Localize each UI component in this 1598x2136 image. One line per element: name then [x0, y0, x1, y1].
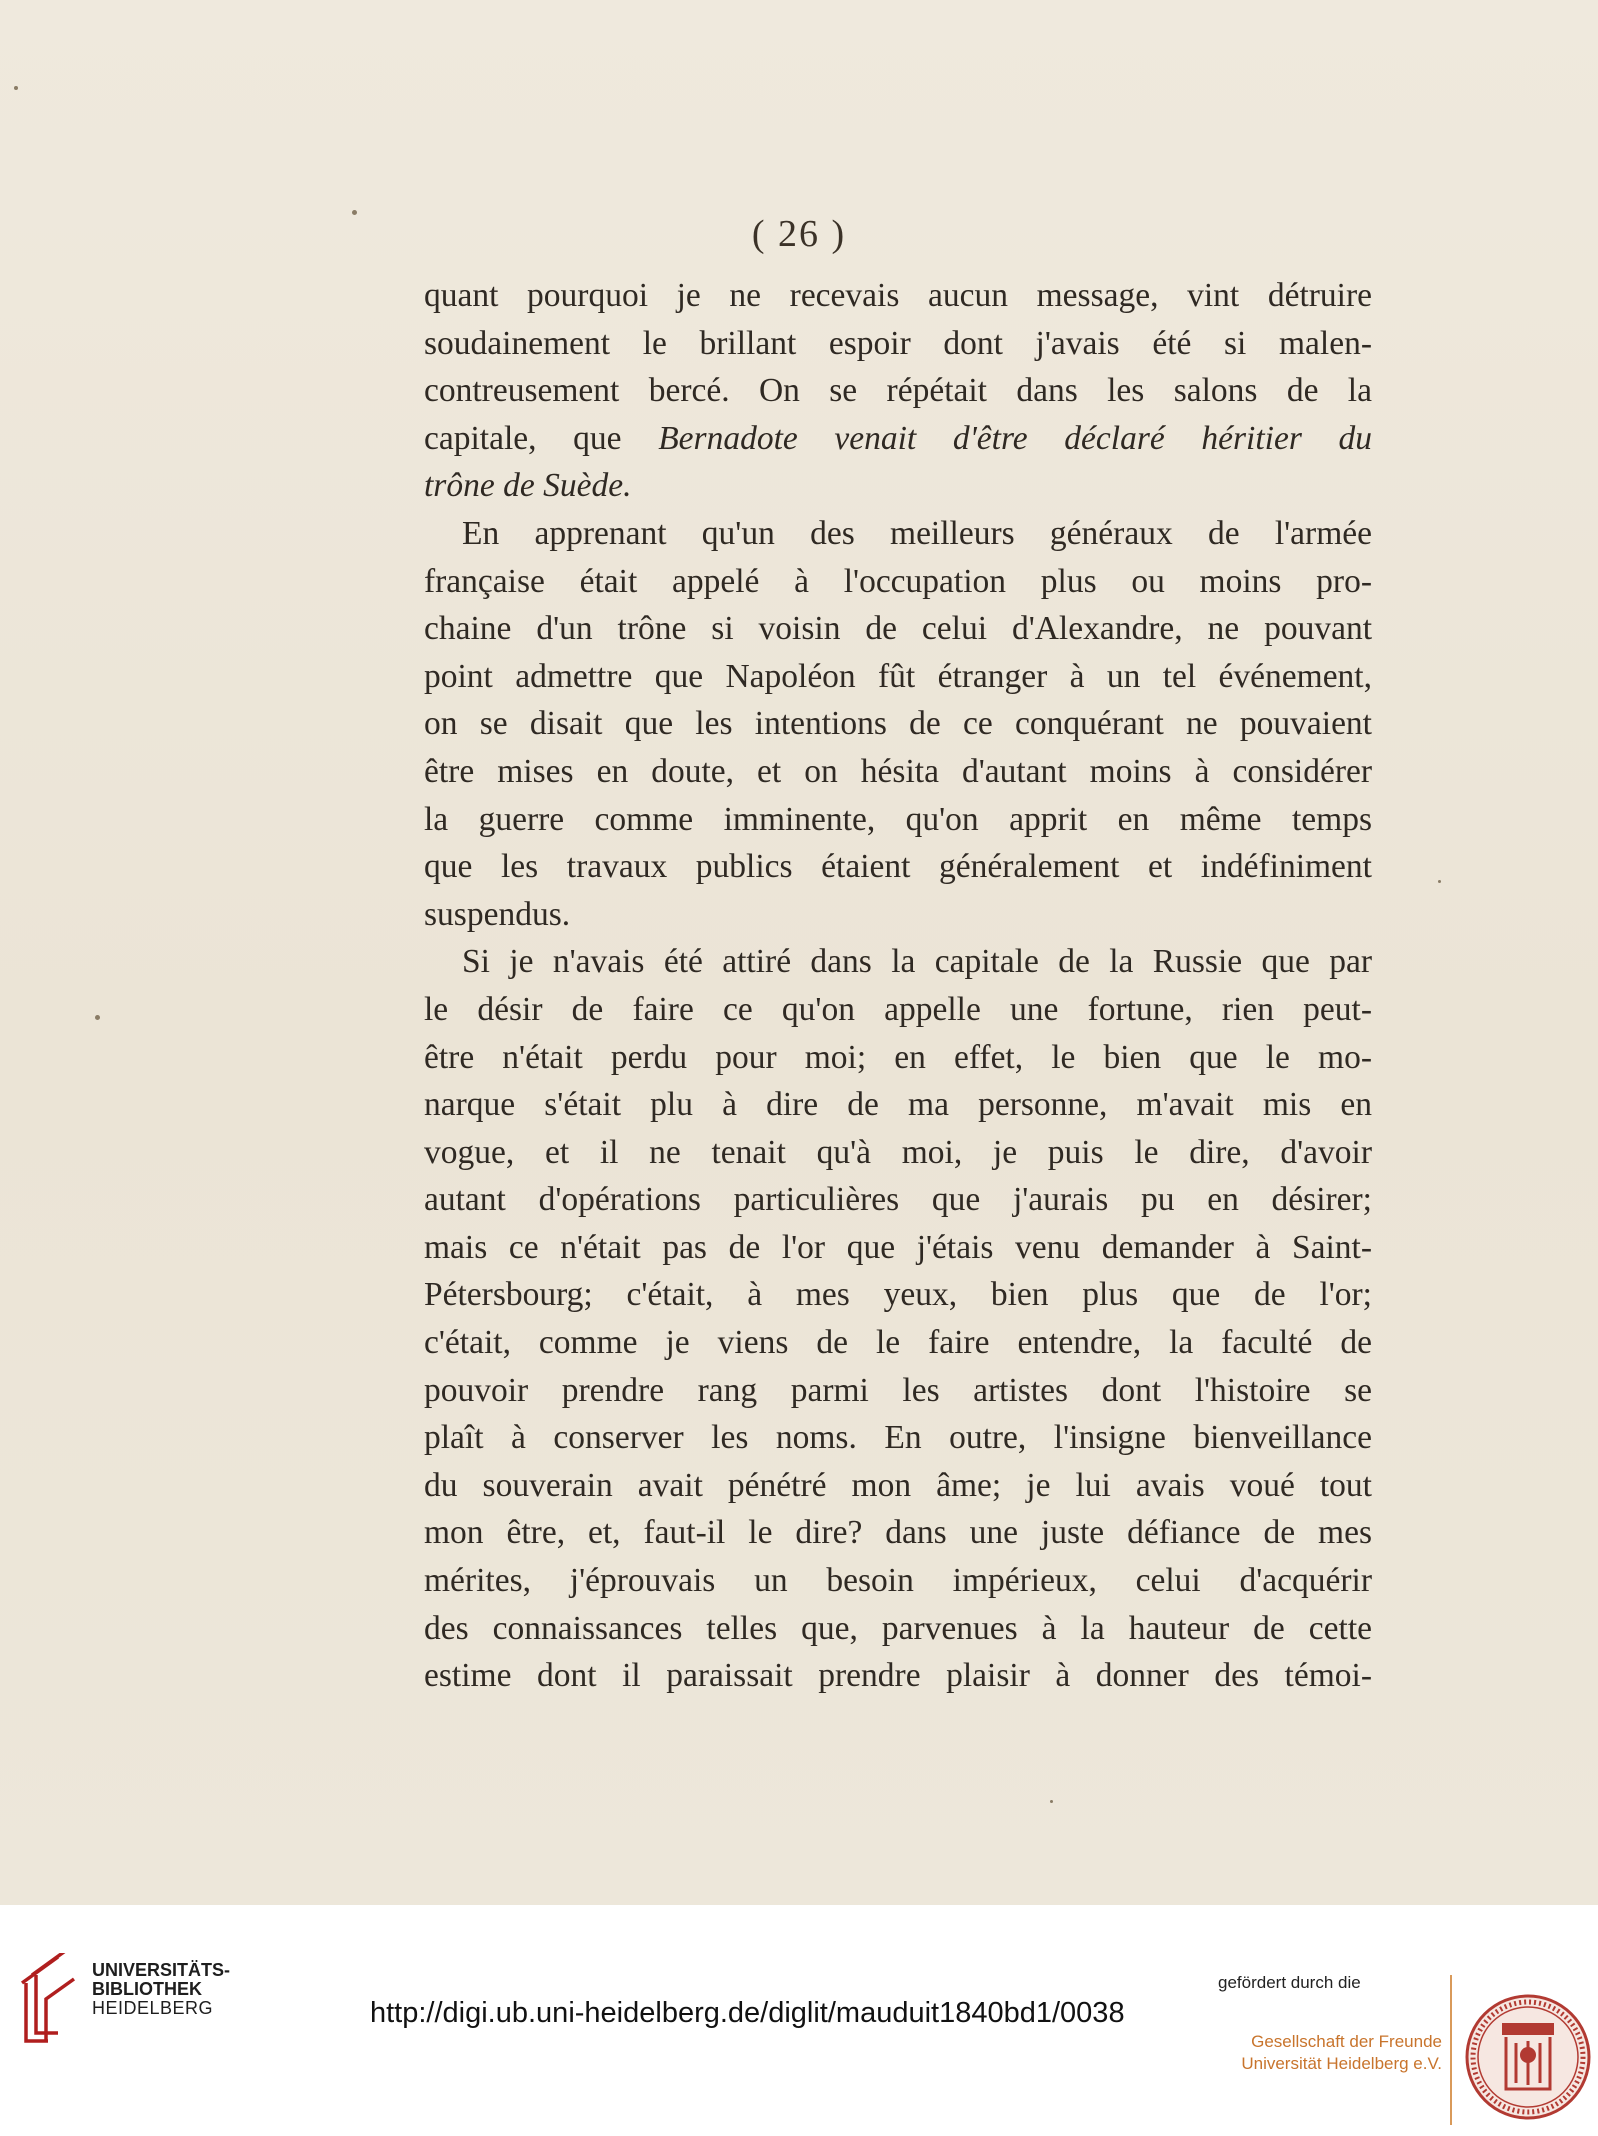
body-text	[424, 272, 1372, 1700]
text-line: être n'était perdu pour moi; en effet, le bien que le mo-	[424, 1038, 1372, 1076]
text-line: des connaissances telles que, parvenues à la hauteur de cette	[424, 1609, 1372, 1647]
digitization-footer	[0, 1905, 1598, 2136]
text-line: pouvoir prendre rang parmi les artistes dont l'histoire se	[424, 1371, 1372, 1409]
text-line: que les travaux publics étaient généralement et indéfiniment	[424, 848, 1372, 886]
paragraph-first-line: En apprenant qu'un des meilleurs généraux de l'armée	[462, 514, 1372, 552]
text-line: française était appelé à l'occupation plus ou moins pro-	[424, 562, 1372, 600]
text-line: mais ce n'était pas de l'or que j'étais venu demander à Saint-	[424, 1228, 1372, 1266]
text-line: autant d'opérations particulières que j'aurais pu en désirer;	[424, 1181, 1372, 1219]
library-logo-icon	[18, 1953, 82, 2045]
paper-speck	[1050, 1800, 1053, 1803]
text-line: contreusement bercé. On se répétait dans les salons de la	[424, 372, 1372, 410]
text-line-italic	[424, 462, 1372, 510]
library-name	[92, 1961, 230, 2018]
text-line: quant pourquoi je ne recevais aucun message, vint détruire	[424, 277, 1372, 314]
paper-speck	[1438, 880, 1441, 883]
italic-text-span: Bernadote venait d'être déclaré héritier du	[658, 419, 1373, 457]
text-line: narque s'était plu à dire de ma personne, m'avait mis en	[424, 1086, 1372, 1124]
sponsor-name-line: Gesellschaft der Freunde	[1251, 2032, 1442, 2051]
text-line: être mises en doute, et on hésita d'autant moins à considérer	[424, 752, 1372, 790]
permalink-url[interactable]: http://digi.ub.uni-heidelberg.de/diglit/mauduit1840bd1/0038	[370, 1997, 1125, 2029]
library-name-line: HEIDELBERG	[92, 1998, 214, 2018]
paragraph-first-line: Si je n'avais été attiré dans la capitale de la Russie que par	[462, 943, 1372, 981]
text-line: c'était, comme je viens de le faire entendre, la faculté de	[424, 1324, 1372, 1362]
text-line: Pétersbourg; c'était, à mes yeux, bien plus que de l'or;	[424, 1276, 1372, 1314]
italic-text-span: trône de Suède.	[424, 467, 632, 505]
page-number: ( 26 )	[751, 213, 847, 255]
funding-label: gefördert durch die	[1218, 1973, 1361, 1992]
text-line: vogue, et il ne tenait qu'à moi, je puis le dire, d'avoir	[424, 1133, 1372, 1171]
paper-speck	[14, 86, 18, 90]
text-line-mixed	[424, 415, 1372, 463]
paper-speck	[95, 1015, 100, 1020]
text-line: mon être, et, faut-il le dire? dans une juste défiance de mes	[424, 1514, 1372, 1552]
text-line: point admettre que Napoléon fût étranger à un tel événement,	[424, 657, 1372, 695]
text-line: chaine d'un trône si voisin de celui d'Alexandre, ne pouvant	[424, 610, 1372, 648]
text-line: mérites, j'éprouvais un besoin impérieux, celui d'acquérir	[424, 1562, 1372, 1600]
text-line: estime dont il paraissait prendre plaisir à donner des témoi-	[424, 1657, 1372, 1695]
paragraph-last-line: suspendus.	[424, 895, 571, 933]
library-name-line: BIBLIOTHEK	[92, 1979, 202, 1999]
text-line: on se disait que les intentions de ce conquérant ne pouvaient	[424, 705, 1372, 743]
library-name-line: UNIVERSITÄTS-	[92, 1960, 231, 1980]
text-line: du souverain avait pénétré mon âme; je lui avais voué tout	[424, 1466, 1372, 1504]
text-line: le désir de faire ce qu'on appelle une fortune, rien peut-	[424, 990, 1372, 1028]
text-line: soudainement le brillant espoir dont j'avais été si malen-	[424, 324, 1372, 362]
text-line: la guerre comme imminente, qu'on apprit en même temps	[424, 800, 1372, 838]
sponsor-name-line: Universität Heidelberg e.V.	[1241, 2054, 1442, 2073]
text-line: plaît à conserver les noms. En outre, l'insigne bienveillance	[424, 1419, 1372, 1457]
text-span: capitale, que	[424, 419, 622, 457]
university-seal-icon	[1464, 1993, 1592, 2121]
footer-divider	[1450, 1975, 1452, 2125]
sponsor-name	[1218, 2031, 1442, 2075]
